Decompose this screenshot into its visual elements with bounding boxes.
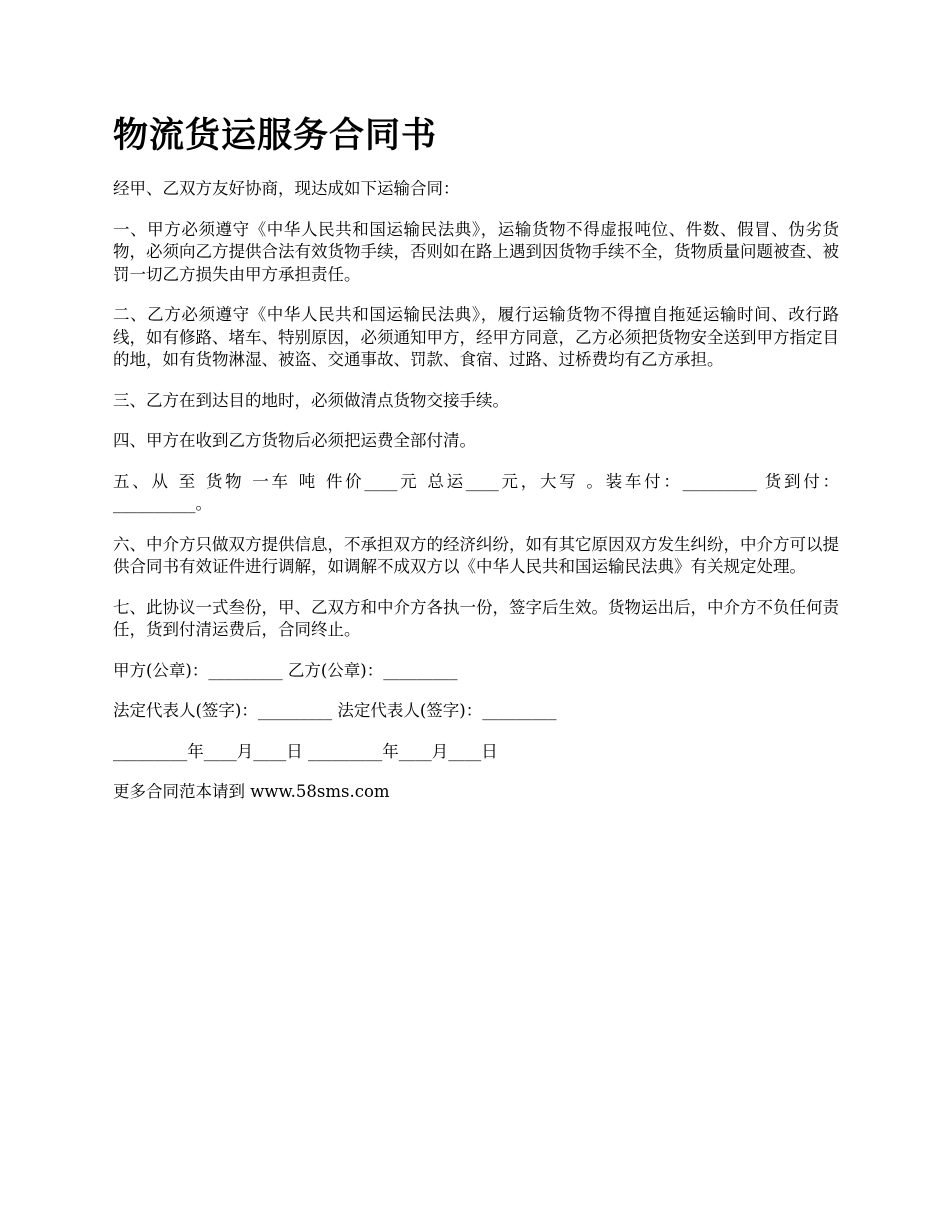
intro-paragraph: 经甲、乙双方友好协商，现达成如下运输合同： [113, 179, 460, 198]
clause-7: 七、此协议一式叁份，甲、乙双方和中介方各执一份，签字后生效。货物运出后，中介方不负任何责任，货到付清运费后，合同终止。 [113, 597, 839, 639]
signature-line: 法定代表人(签字)：_________ 法定代表人(签字)：_________ [113, 701, 557, 720]
contract-document [113, 108, 839, 822]
clause-3: 三、乙方在到达目的地时，必须做清点货物交接手续。 [113, 390, 509, 410]
seal-line: 甲方(公章)：_________ 乙方(公章)：_________ [113, 660, 458, 680]
clause-4: 四、甲方在收到乙方货物后必须把运费全部付清。 [113, 431, 476, 450]
clause-2: 二、乙方必须遵守《中华人民共和国运输民法典》，履行运输货物不得擅自拖延运输时间、改行路线，如有修路、堵车、特别原因，必须通知甲方，经甲方同意，乙方必须把货物安全送到甲方指定目的地，如有货物淋湿、被盗、交通事故、罚款、食宿、过路、过桥费均有乙方承担。 [113, 305, 839, 369]
page-title: 物流货运服务合同书 [113, 115, 438, 156]
clause-6: 六、中介方只做双方提供信息，不承担双方的经济纠纷，如有其它原因双方发生纠纷，中介方可以提供合同书有效证件进行调解，如调解不成双方以《中华人民共和国运输民法典》有关规定处理。 [113, 534, 839, 576]
clause-1: 一、甲方必须遵守《中华人民共和国运输民法典》，运输货物不得虚报吨位、件数、假冒、伪劣货物，必须向乙方提供合法有效货物手续，否则如在路上遇到因货物手续不全，货物质量问题被查、被罚一切乙方损失由甲方承担责任。 [113, 219, 839, 284]
clause-5: 五、从 至 货物 一车 吨 件价____元 总运____元，大写 。装车付：_________ 货到付：__________。 [113, 471, 839, 513]
footer-note: 更多合同范本请到 www.58sms.com [113, 782, 390, 801]
date-line: _________年____月____日 _________年____月____日 [113, 741, 498, 761]
